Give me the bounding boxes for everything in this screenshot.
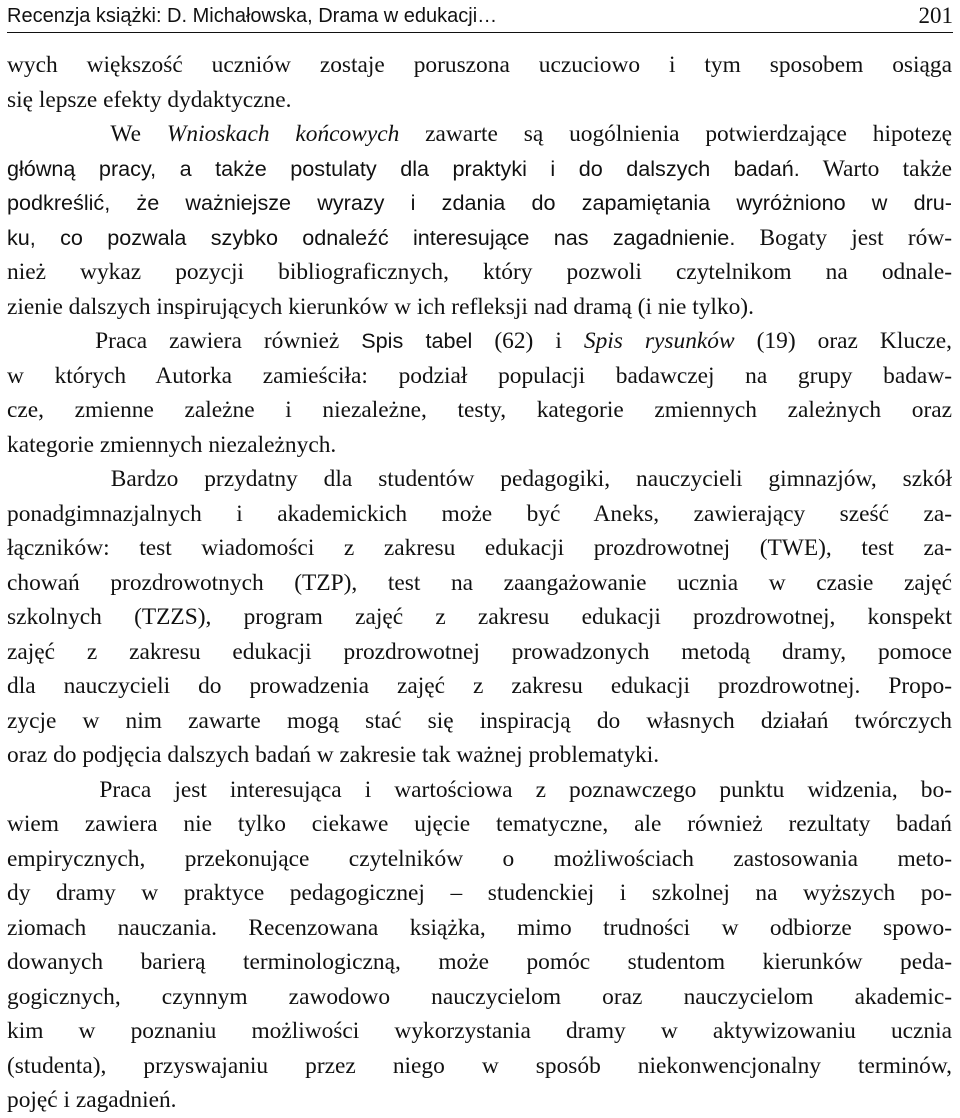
text-line — [7, 393, 952, 428]
text-line — [7, 152, 952, 187]
text-segment: zajęć z zakresu edukacji prozdrowotnej prowadzonych metodą dramy, pomoce — [7, 638, 952, 665]
text-line — [7, 255, 952, 290]
text-line — [7, 635, 952, 670]
text-line — [7, 428, 952, 463]
text-segment: ku, co pozwala szybko odnaleźć interesujące nas zagadnienie. — [7, 224, 736, 250]
text-segment: Bogaty jest rów- — [735, 224, 952, 251]
text-line — [7, 738, 952, 773]
text-segment: ziomach nauczania. Recenzowana książka, mimo trudności w odbiorze spowo- — [7, 914, 952, 941]
text-segment: w których Autorka zamieściła: podział populacji badawczej na grupy badaw- — [7, 362, 952, 389]
text-segment: zienie dalszych inspirujących kierunków w ich refleksji nad dramą (i nie tylko). — [7, 293, 754, 320]
text-line — [7, 497, 952, 532]
text-line — [7, 566, 952, 601]
text-segment: cze, zmienne zależne i niezależne, testy, kategorie zmiennych zależnych oraz — [7, 397, 952, 423]
text-line — [7, 186, 952, 221]
text-line — [7, 117, 952, 152]
text-segment: ponadgimnazjalnych i akademickich może być Aneks, zawierający sześć za- — [7, 500, 952, 527]
text-line — [7, 221, 952, 256]
text-segment: pojęć i zagadnień. — [7, 1087, 177, 1113]
text-line — [7, 462, 952, 497]
text-segment: We — [7, 121, 167, 147]
text-segment: główną pracy, a także postulaty dla praktyki i do dalszych badań. — [7, 155, 800, 181]
text-line — [7, 876, 952, 911]
text-segment: (19) oraz Klucze, — [734, 328, 952, 354]
text-line — [7, 83, 952, 118]
text-segment: oraz do podjęcia dalszych badań w zakresie tak ważnej problematyki. — [7, 742, 660, 768]
text-segment: łączników: test wiadomości z zakresu edukacji prozdrowotnej (TWE), test za- — [7, 535, 952, 561]
text-line — [7, 600, 952, 635]
text-segment: kim w poznaniu możliwości wykorzystania dramy w aktywizowaniu ucznia — [7, 1018, 952, 1044]
text-line — [7, 945, 952, 980]
running-header — [7, 2, 953, 33]
running-title: Recenzja książki: D. Michałowska, Drama w edukacji… — [7, 5, 498, 27]
text-line — [7, 704, 952, 739]
text-segment: zawarte są uogólnienia potwierdzające hipotezę — [399, 121, 952, 147]
text-line — [7, 911, 952, 946]
text-segment: kategorie zmiennych niezależnych. — [7, 431, 337, 458]
text-line — [7, 773, 952, 808]
body-text — [7, 48, 952, 1118]
page-number: 201 — [918, 3, 953, 28]
text-segment: dla nauczycieli do prowadzenia zajęć z zakresu edukacji prozdrowotnej. Propo- — [7, 673, 952, 699]
text-segment: Spis tabel — [361, 328, 473, 353]
text-segment: zycje w nim zawarte mogą stać się inspiracją do własnych działań twórczych — [7, 707, 952, 734]
text-segment: chowań prozdrowotnych (TZP), test na zaangażowanie ucznia w czasie zajęć — [7, 569, 952, 596]
text-segment: wych większość uczniów zostaje poruszona uczuciowo i tym sposobem osiąga — [7, 52, 952, 78]
text-segment: wiem zawiera nie tylko ciekawe ujęcie tematyczne, ale również rezultaty badań — [7, 811, 952, 837]
text-line — [7, 290, 952, 325]
text-segment: (62) i — [472, 328, 584, 354]
text-segment: Warto także — [799, 155, 952, 182]
text-line — [7, 842, 952, 877]
text-segment: się lepsze efekty dydaktyczne. — [7, 86, 292, 113]
text-line — [7, 531, 952, 566]
text-line — [7, 48, 952, 83]
text-segment: (studenta), przyswajaniu przez niego w sposób niekonwencjonalny terminów, — [7, 1052, 952, 1079]
text-segment: dy dramy w praktyce pedagogicznej – studenckiej i szkolnej na wyższych po- — [7, 880, 952, 906]
text-segment: Praca zawiera również — [7, 328, 362, 354]
text-line — [7, 980, 952, 1015]
text-segment: Praca jest interesująca i wartościowa z poznawczego punktu widzenia, bo- — [7, 776, 952, 803]
text-segment: szkolnych (TZZS), program zajęć z zakresu edukacji prozdrowotnej, konspekt — [7, 604, 952, 630]
text-line — [7, 1083, 952, 1118]
text-line — [7, 1014, 952, 1049]
text-segment: dowanych barierą terminologiczną, może pomóc studentom kierunków peda- — [7, 949, 952, 975]
italic-title-segment: Spis rysunków — [583, 328, 735, 354]
text-segment: nież wykaz pozycji bibliograficznych, który pozwoli czytelnikom na odnale- — [7, 259, 952, 285]
text-segment: gogicznych, czynnym zawodowo nauczycielom oraz nauczycielom akademic- — [7, 983, 952, 1010]
text-segment: Bardzo przydatny dla studentów pedagogiki, nauczycieli gimnazjów, szkół — [7, 466, 952, 492]
text-line — [7, 1049, 952, 1084]
text-line — [7, 324, 952, 359]
text-segment: empirycznych, przekonujące czytelników o możliwościach zastosowania meto- — [7, 845, 952, 872]
text-line — [7, 807, 952, 842]
text-segment: podkreślić, że ważniejsze wyrazy i zdania do zapamiętania wyróżniono w dru- — [7, 190, 952, 215]
text-line — [7, 669, 952, 704]
italic-title-segment: Wnioskach końcowych — [166, 121, 400, 147]
text-line — [7, 359, 952, 394]
